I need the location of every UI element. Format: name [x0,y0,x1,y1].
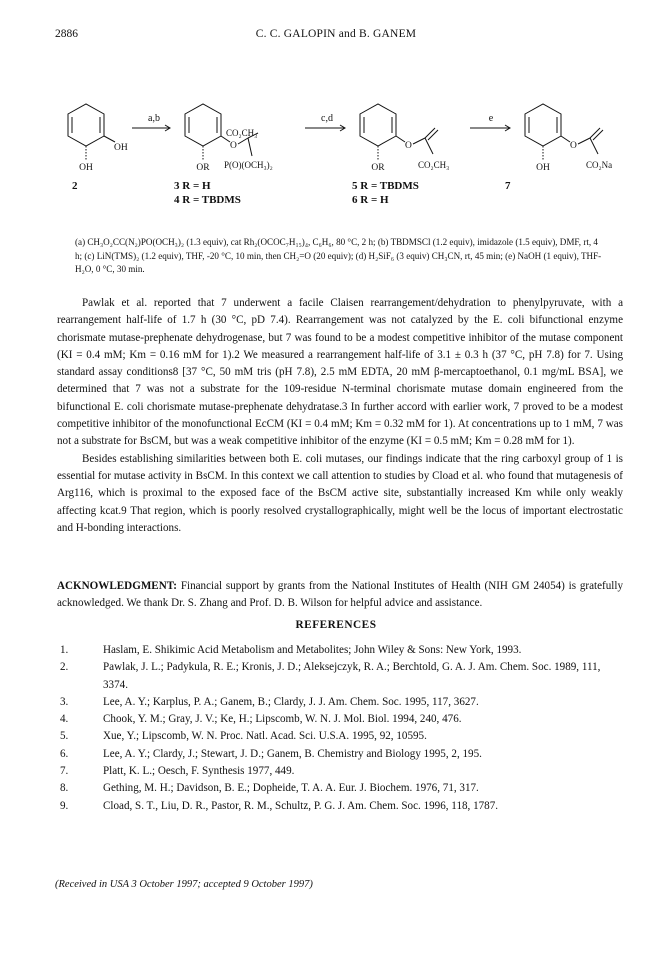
label-oh-7: OH [536,163,550,173]
compound-6-label: 6 R = H [352,194,389,206]
reference-number: 5. [60,730,69,743]
label-oh-2: OH [79,163,93,173]
reference-number: 7. [60,765,69,778]
compound-7-label: 7 [505,180,511,192]
reference-text: Chook, Y. M.; Gray, J. V.; Ke, H.; Lipscomb, W. N. J. Mol. Biol. 1994, 240, 476. [103,713,462,726]
reference-text: Lee, A. Y.; Clardy, J.; Stewart, J. D.; Ganem, B. Chemistry and Biology 1995, 2, 195. [103,747,482,760]
acknowledgment-text: Financial support by grants from the National Institutes of Health (NIH GM 24054) is gratefully acknowledged. We thank Dr. S. Zhang and Prof. D. B. Wilson for helpful advice and assistance. [57,580,624,610]
reference-text: Lee, A. Y.; Karplus, P. A.; Ganem, B.; Clardy, J. J. Am. Chem. Soc. 1995, 117, 3627. [103,695,479,708]
reference-item [57,780,623,797]
reference-item [57,642,623,659]
label-or-3: OR [196,163,210,173]
label-oh-2-ring: OH [114,143,128,153]
acknowledgment-heading: ACKNOWLEDGMENT: [57,580,177,592]
body-text [57,295,623,537]
reference-list [57,642,623,815]
compound-4-label: 4 R = TBDMS [174,194,241,206]
reference-item [57,728,623,745]
arrow-label-e: e [488,113,494,124]
label-co2na-7: CO₂Na [586,160,613,170]
label-co2ch3-5: CO₂CH₃ [418,160,450,170]
compound-2-label: 2 [72,180,78,192]
reference-number: 2. [60,661,69,674]
reference-number: 1. [60,644,69,656]
scheme-conditions-footnote: (a) CH₃O₂CC(N₂)PO(OCH₃)₂ (1.3 equiv), cat Rh₂(OCOC₇H₁₅)₄, C₆H₆, 80 °C, 2 h; (b) TBDMSCl (1.2 equiv), imidazole (1.5 equiv), DMF, rt, 4 h; (c) LiN(TMS)₂ (1.2 equiv), THF, -20 °C, 10 min, then CH₂=O (20 equiv); (d) H₂SiF₆ (3 equiv) CH₃CN, rt, 45 min; (e) NaOH (1 equiv), THF-H₂O, 0 °C, 30 min. [75,237,602,274]
reference-item [57,711,623,728]
label-o-5: O [405,141,412,151]
references-heading: REFERENCES [295,619,377,631]
arrow-label-ab: a,b [148,113,160,124]
reference-item [57,763,623,780]
reference-text: Haslam, E. Shikimic Acid Metabolism and Metabolites; John Wiley & Sons: New York, 1993. [103,644,522,656]
paragraph-2: Besides establishing similarities between both E. coli mutases, our findings indicate that the ring carboxyl group of 1 is essential for mutase activity in BsCM. In this context we call attention to studies by Cload et al. who found that mutagenesis of Arg116, which is proximal to the exposed face of the BsCM active site, substantially increased Km while only weakly affecting kcat.9 That region, which is poorly resolved crystallographically, might well be the locus of important electrostatic and H-bonding interactions. [57,452,623,534]
label-p-group: P(O)(OCH₃)₂ [224,160,273,170]
reaction-scheme [40,88,640,233]
paragraph-1: Pawlak et al. reported that 7 underwent a facile Claisen rearrangement/dehydration to phenylpyruvate, with a rearrangement half-life of 1.7 h (30 °C, pD 7.4). Rearrangement was not catalyzed by the E. coli bifunctional enzyme chorismate mutase-prephenate dehydrogenase, but 7 was found to be a modest competitive inhibitor of the mutase component (KI = 0.4 mM; Km = 0.16 mM for 1).2 We measured a rearrangement half-life of 3.1 ± 0.3 h (37 °C, pH 7.8) for 7. Using standard assay conditions8 [37 °C, 50 mM tris (pH 7.8), 2.5 mM EDTA, 20 mM β-mercaptoethanol, 0.1 mg/mL BSA], we determined that 7 was not a substrate for the 109-residue N-terminal chorismate mutase domain engineered from the bifunctional E. coli chorismate mutase-prephenate dehydratase.3 In further accord with earlier work, 7 proved to be a modest competitive inhibitor of the monofunctional EcCM (KI = 0.4 mM; Km = 0.32 mM for 1). At concentrations up to 1 mM, 7 was not a substrate for BsCM, but was a weak competitive inhibitor of the enzyme (KI = 0.5 mM; Km = 0.28 mM for 1). [57,297,623,448]
received-date: (Received in USA 3 October 1997; accepted 9 October 1997) [55,879,313,890]
reference-number: 9. [60,799,69,812]
reference-text: Cload, S. T., Liu, D. R., Pastor, R. M., Schultz, P. G. J. Am. Chem. Soc. 1996, 118, 1787. [103,799,499,812]
reference-item [57,798,623,815]
page-number: 2886 [55,28,78,40]
compound-5-label: 5 R = TBDMS [352,180,419,192]
running-header-authors: C. C. GALOPIN and B. GANEM [255,28,417,40]
compound-3-label: 3 R = H [174,180,211,192]
label-or-5: OR [371,163,385,173]
reference-number: 4. [60,713,69,726]
reference-number: 8. [60,782,69,795]
reference-item [57,659,623,694]
reference-text: Pawlak, J. L.; Padykula, R. E.; Kronis, J. D.; Aleksejczyk, R. A.; Berchtold, G. A. J. Am. Chem. Soc. 1989, 111, 3374. [103,661,601,691]
reference-item [57,746,623,763]
reference-text: Platt, K. L.; Oesch, F. Synthesis 1977, 449. [103,765,295,778]
acknowledgment [57,578,623,613]
label-o-7: O [570,141,577,151]
label-o-3: O [230,141,237,151]
reference-number: 6. [60,747,69,760]
arrow-label-cd: c,d [321,113,333,124]
reference-text: Xue, Y.; Lipscomb, W. N. Proc. Natl. Acad. Sci. U.S.A. 1995, 92, 10595. [103,730,427,743]
reference-number: 3. [60,695,69,708]
reference-item [57,694,623,711]
reference-text: Gething, M. H.; Davidson, B. E.; Dopheide, T. A. A. Eur. J. Biochem. 1976, 71, 317. [103,782,479,795]
label-co2ch3-3: CO₂CH₃ [226,128,258,138]
